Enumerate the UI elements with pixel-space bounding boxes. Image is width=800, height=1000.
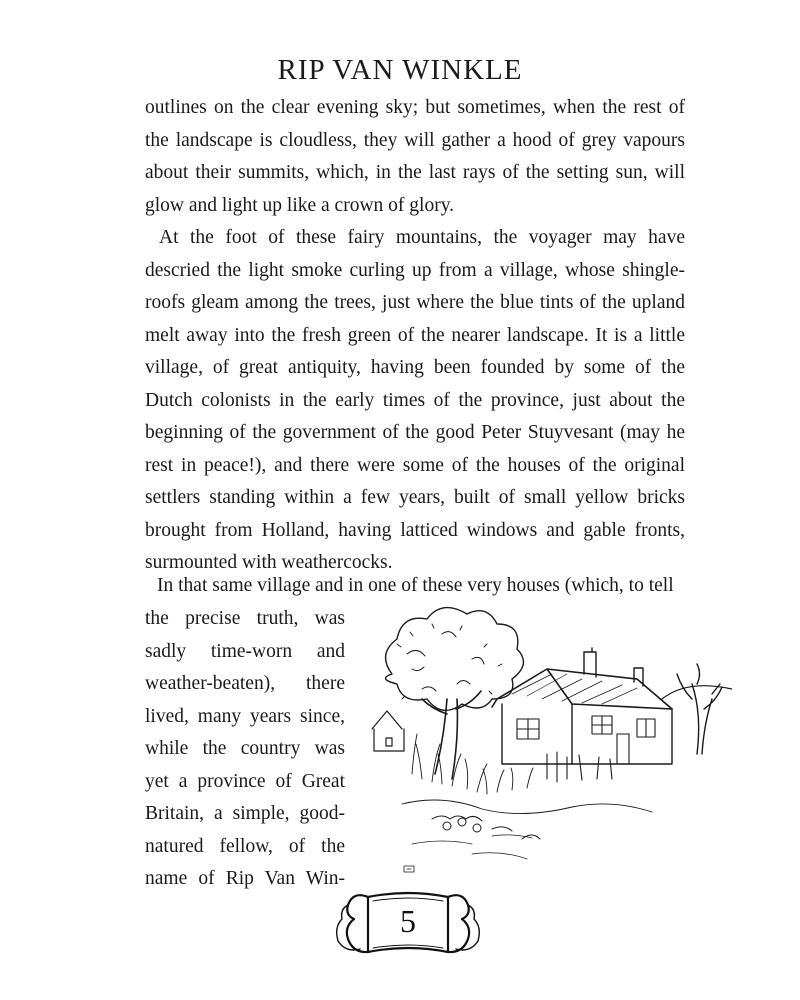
- paragraph-3-line: yet a province of Great: [145, 770, 345, 792]
- paragraph-3-line: sadly time-worn and: [145, 640, 345, 662]
- paragraph-3-line: natured fellow, of the: [145, 835, 345, 857]
- page-number: 5: [400, 903, 416, 939]
- running-title: RIP VAN WINKLE: [277, 54, 523, 86]
- village-cottage-sketch-icon: [352, 604, 732, 874]
- paragraph-3-line: name of Rip Van Win-: [145, 868, 345, 889]
- paragraph-3-first-line: In that same village and in one of these very houses (which, to tell: [157, 575, 674, 596]
- paragraph-3-line: weather-beaten), there: [145, 673, 345, 694]
- paragraph-3-column: [145, 603, 345, 896]
- paragraph-1: outlines on the clear evening sky; but sometimes, when the rest of the landscape is cloudless, they will gather a hood of grey vapours about their summits, which, in the last rays of the setting sun, will glow and light up like a crown of glory.: [145, 97, 685, 216]
- paragraph-3-line: lived, many years since,: [145, 705, 345, 727]
- paragraph-3-line: while the country was: [145, 738, 345, 759]
- paragraph-3-line: the precise truth, was: [145, 608, 345, 629]
- paragraph-2: At the foot of these fairy mountains, the voyager may have descried the light smoke curling up from a village, whose shingle-roofs gleam among the trees, just where the blue tints of the upland melt away into the fresh green of the nearer landscape. It is a little village, of great antiquity, having been founded by some of the Dutch colonists in the early times of the province, just about the beginning of the government of the good Peter Stuyvesant (may he rest in peace!), and there were some of the houses of the original settlers standing within a few years, built of small yellow bricks brought from Holland, having latticed windows and gable fronts, surmounted with weathercocks.: [145, 227, 685, 573]
- paragraph-3-line: Britain, a simple, good-: [145, 803, 345, 824]
